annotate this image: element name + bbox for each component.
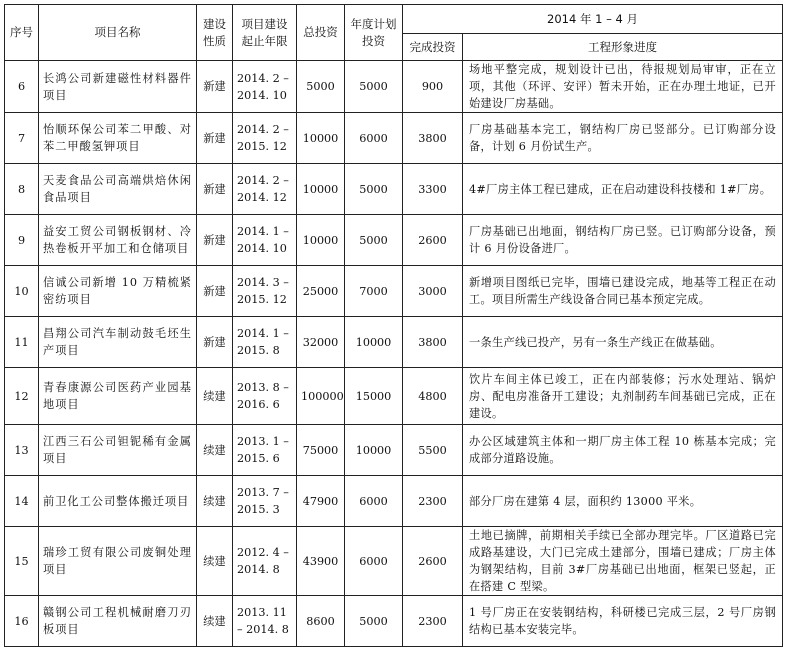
table-row	[5, 317, 783, 368]
cell-progress: 新增项目图纸已完毕，围墙已建设完成，地基等工程正在动工。项目所需生产线设备合同已基本预定完成。	[463, 266, 783, 317]
cell-annual: 5000	[345, 215, 403, 266]
cell-annual: 6000	[345, 113, 403, 164]
cell-seq: 16	[5, 596, 39, 647]
cell-nature: 新建	[197, 164, 233, 215]
col-header-done: 完成投资	[403, 34, 463, 61]
cell-nature: 续建	[197, 596, 233, 647]
col-header-annual: 年度计划投资	[345, 5, 403, 61]
cell-total: 43900	[297, 527, 345, 596]
col-header-progress: 工程形象进度	[463, 34, 783, 61]
cell-progress: 1 号厂房正在安装钢结构，科研楼已完成三层，2 号厂房钢结构已基本安装完毕。	[463, 596, 783, 647]
cell-progress: 4#厂房主体工程已建成，正在启动建设科技楼和 1#厂房。	[463, 164, 783, 215]
cell-total: 100000	[297, 368, 345, 425]
cell-seq: 6	[5, 61, 39, 113]
cell-name: 青春康源公司医药产业园基地项目	[39, 368, 197, 425]
cell-period: 2014. 3 – 2015. 12	[233, 266, 297, 317]
cell-period: 2013. 8 – 2016. 6	[233, 368, 297, 425]
cell-period: 2014. 2 – 2014. 12	[233, 164, 297, 215]
cell-done: 4800	[403, 368, 463, 425]
cell-annual: 6000	[345, 476, 403, 527]
cell-nature: 续建	[197, 425, 233, 476]
cell-name: 长鸿公司新建磁性材料器件项目	[39, 61, 197, 113]
cell-total: 47900	[297, 476, 345, 527]
cell-done: 2600	[403, 215, 463, 266]
cell-nature: 续建	[197, 368, 233, 425]
cell-name: 瑞珍工贸有限公司废铜处理项目	[39, 527, 197, 596]
cell-total: 10000	[297, 113, 345, 164]
cell-name: 昌翔公司汽车制动鼓毛坯生产项目	[39, 317, 197, 368]
cell-period: 2013. 11 – 2014. 8	[233, 596, 297, 647]
table-row	[5, 476, 783, 527]
cell-name: 赣钢公司工程机械耐磨刀刃板项目	[39, 596, 197, 647]
table-row	[5, 266, 783, 317]
cell-done: 3300	[403, 164, 463, 215]
cell-total: 8600	[297, 596, 345, 647]
cell-total: 32000	[297, 317, 345, 368]
table-row	[5, 596, 783, 647]
cell-seq: 14	[5, 476, 39, 527]
cell-nature: 新建	[197, 113, 233, 164]
cell-done: 2300	[403, 476, 463, 527]
cell-done: 3800	[403, 317, 463, 368]
project-table	[4, 4, 783, 647]
cell-period: 2012. 4 – 2014. 8	[233, 527, 297, 596]
cell-seq: 8	[5, 164, 39, 215]
cell-done: 900	[403, 61, 463, 113]
cell-progress: 土地已摘牌，前期相关手续已全部办理完毕。厂区道路已完成路基建设，大门已完成土建部分，围墙已建成；厂房主体为钢架结构，目前 3#厂房基础已出地面，框架已竖起，正在搭建 C 型梁。	[463, 527, 783, 596]
table-row	[5, 113, 783, 164]
cell-annual: 15000	[345, 368, 403, 425]
cell-done: 2300	[403, 596, 463, 647]
cell-progress: 一条生产线已投产，另有一条生产线正在做基础。	[463, 317, 783, 368]
cell-progress: 办公区域建筑主体和一期厂房主体工程 10 栋基本完成；完成部分道路设施。	[463, 425, 783, 476]
table-row	[5, 425, 783, 476]
cell-annual: 5000	[345, 164, 403, 215]
cell-period: 2013. 7 – 2015. 3	[233, 476, 297, 527]
cell-seq: 9	[5, 215, 39, 266]
cell-progress: 厂房基础已出地面，钢结构厂房已竖。已订购部分设备，预计 6 月份设备进厂。	[463, 215, 783, 266]
cell-name: 天麦食品公司高端烘焙休闲食品项目	[39, 164, 197, 215]
table-row	[5, 527, 783, 596]
cell-period: 2014. 1 – 2014. 10	[233, 215, 297, 266]
cell-seq: 12	[5, 368, 39, 425]
cell-done: 5500	[403, 425, 463, 476]
cell-total: 10000	[297, 215, 345, 266]
cell-nature: 新建	[197, 215, 233, 266]
cell-annual: 10000	[345, 317, 403, 368]
table-row	[5, 164, 783, 215]
cell-name: 前卫化工公司整体搬迁项目	[39, 476, 197, 527]
cell-progress: 部分厂房在建第 4 层，面积约 13000 平米。	[463, 476, 783, 527]
cell-annual: 7000	[345, 266, 403, 317]
col-header-name: 项目名称	[39, 5, 197, 61]
cell-nature: 续建	[197, 476, 233, 527]
cell-name: 益安工贸公司钢板钢材、冷热卷板开平加工和仓储项目	[39, 215, 197, 266]
table-row	[5, 61, 783, 113]
cell-done: 3800	[403, 113, 463, 164]
cell-progress: 场地平整完成，规划设计已出，待报规划局审审，正在立项，其他（环评、安评）暂未开始，正在办理土地证，已开始建设厂房基础。	[463, 61, 783, 113]
cell-nature: 新建	[197, 317, 233, 368]
cell-annual: 10000	[345, 425, 403, 476]
col-header-group: 2014 年 1 – 4 月	[403, 5, 783, 34]
cell-name: 怡顺环保公司苯二甲酸、对苯二甲酸氢钾项目	[39, 113, 197, 164]
cell-done: 3000	[403, 266, 463, 317]
cell-seq: 13	[5, 425, 39, 476]
col-header-period: 项目建设起止年限	[233, 5, 297, 61]
cell-total: 25000	[297, 266, 345, 317]
table-row	[5, 215, 783, 266]
cell-nature: 新建	[197, 61, 233, 113]
cell-progress: 厂房基础基本完工，钢结构厂房已竖部分。已订购部分设备，计划 6 月份试生产。	[463, 113, 783, 164]
cell-name: 江西三石公司钽铌稀有金属项目	[39, 425, 197, 476]
cell-nature: 新建	[197, 266, 233, 317]
cell-annual: 5000	[345, 596, 403, 647]
col-header-nature: 建设性质	[197, 5, 233, 61]
cell-progress: 饮片车间主体已竣工，正在内部装修；污水处理站、锅炉房、配电房准备开工建设；丸剂制药车间基础已完成，正在建设。	[463, 368, 783, 425]
cell-period: 2014. 2 – 2014. 10	[233, 61, 297, 113]
col-header-seq: 序号	[5, 5, 39, 61]
cell-done: 2600	[403, 527, 463, 596]
col-header-total: 总投资	[297, 5, 345, 61]
cell-period: 2013. 1 – 2015. 6	[233, 425, 297, 476]
cell-period: 2014. 2 – 2015. 12	[233, 113, 297, 164]
cell-total: 5000	[297, 61, 345, 113]
cell-name: 信诚公司新增 10 万精梳紧密纺项目	[39, 266, 197, 317]
cell-annual: 6000	[345, 527, 403, 596]
header-row-1	[5, 5, 783, 34]
cell-seq: 11	[5, 317, 39, 368]
cell-seq: 7	[5, 113, 39, 164]
cell-total: 10000	[297, 164, 345, 215]
cell-period: 2014. 1 – 2015. 8	[233, 317, 297, 368]
cell-nature: 续建	[197, 527, 233, 596]
table-row	[5, 368, 783, 425]
cell-seq: 10	[5, 266, 39, 317]
cell-seq: 15	[5, 527, 39, 596]
cell-total: 75000	[297, 425, 345, 476]
cell-annual: 5000	[345, 61, 403, 113]
